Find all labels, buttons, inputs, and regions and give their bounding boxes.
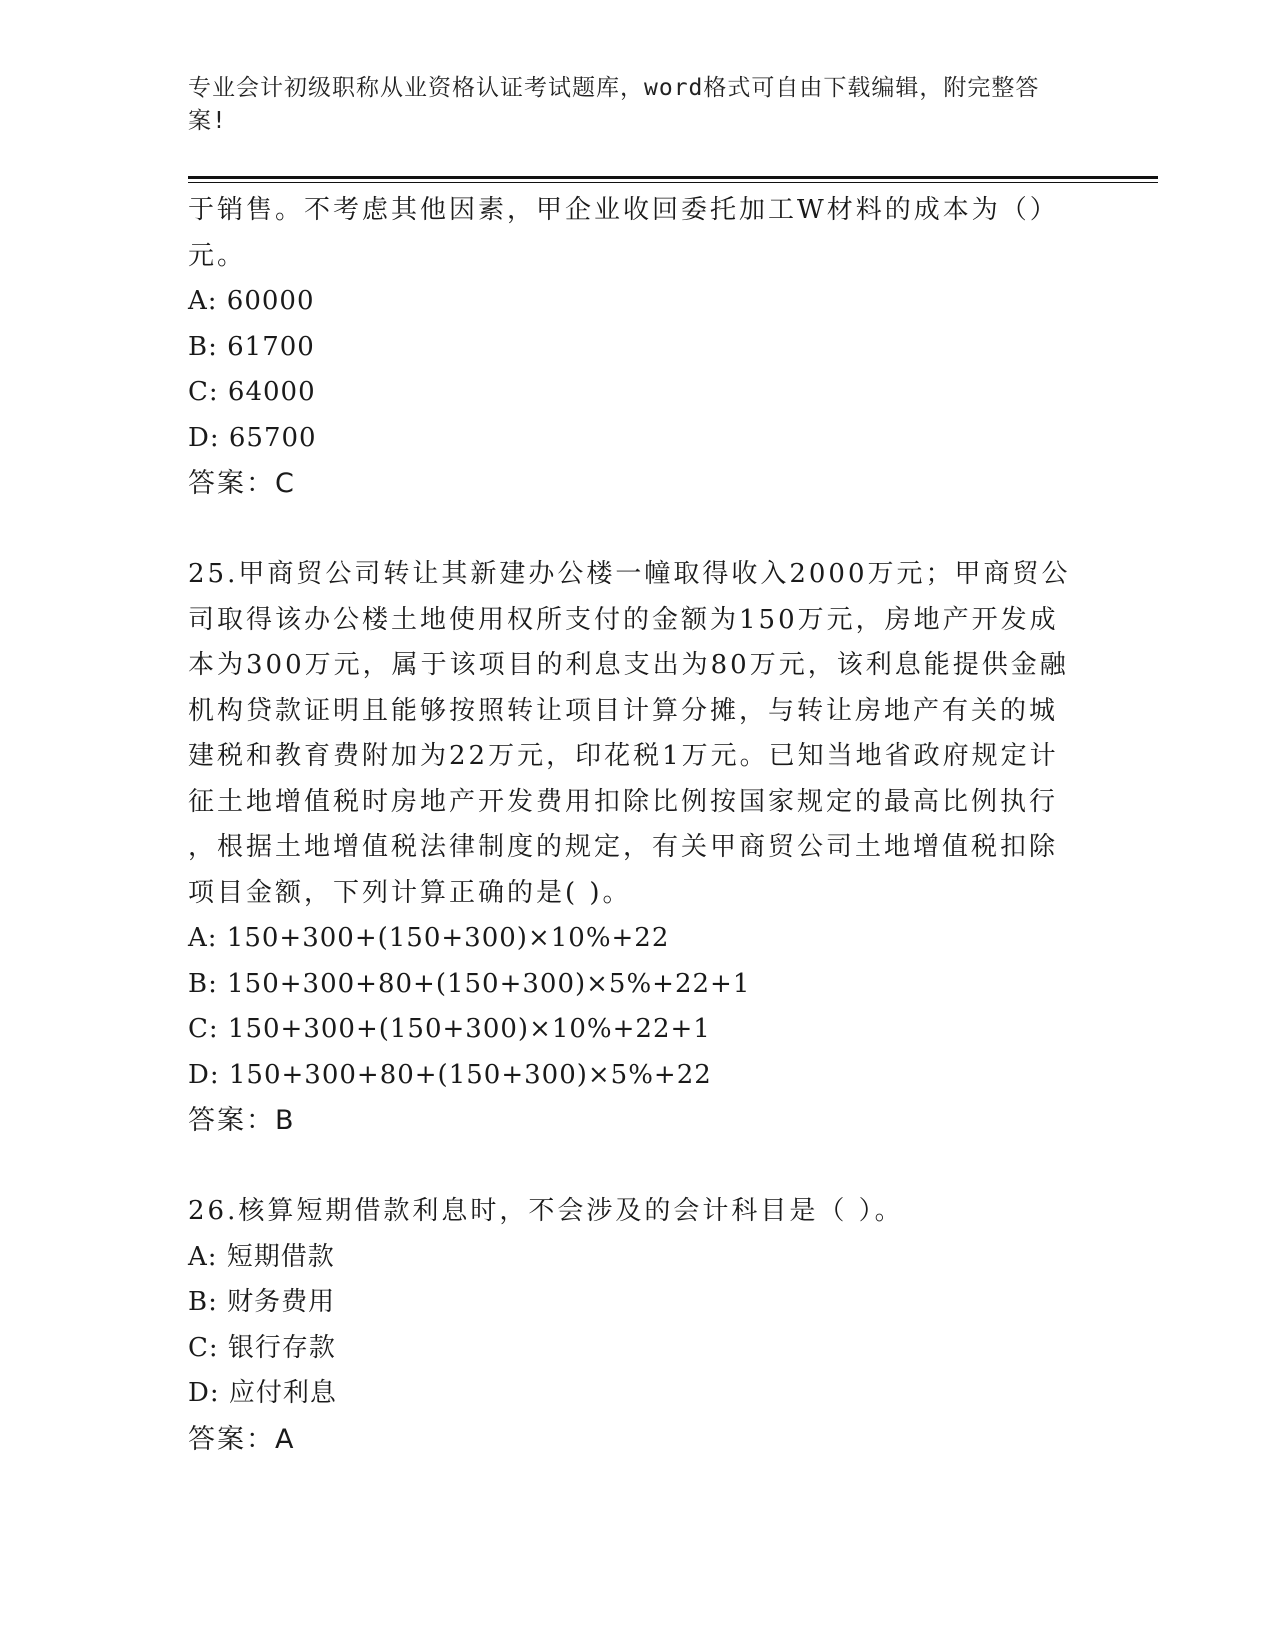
question-24 [188, 188, 1088, 506]
spacer [188, 506, 1088, 552]
question-text-line: 元。 [188, 240, 247, 271]
question-text-line: 25.甲商贸公司转让其新建办公楼一幢取得收入2000万元；甲商贸公 [188, 559, 1071, 589]
option-a: A: 60000 [188, 286, 315, 316]
question-25-text [188, 552, 1088, 916]
question-text-line: 机构贷款证明且能够按照转让项目计算分摊，与转让房地产有关的城 [188, 695, 1059, 726]
answer-label: 答案：B [188, 1105, 296, 1136]
spacer [188, 1143, 1088, 1189]
page-header [188, 72, 1068, 138]
option-d: D: 应付利息 [188, 1378, 337, 1408]
page-content [188, 188, 1088, 1462]
option-c: C: 64000 [188, 377, 316, 407]
option-b: B: 150+300+80+(150+300)×5%+22+1 [188, 968, 751, 999]
option-a: A: 短期借款 [188, 1241, 335, 1272]
question-text-line: 于销售。不考虑其他因素，甲企业收回委托加工W材料的成本为（） [188, 195, 1059, 225]
header-line-2: 案! [188, 108, 227, 134]
question-26-text [188, 1189, 1088, 1235]
header-line-1: 专业会计初级职称从业资格认证考试题库，word格式可自由下载编辑，附完整答 [188, 75, 1040, 101]
header-divider-thick [188, 176, 1158, 179]
option-b: B: 财务费用 [188, 1287, 336, 1317]
option-c: C: 150+300+(150+300)×10%+22+1 [188, 1014, 711, 1044]
question-text-line: 本为300万元，属于该项目的利息支出为80万元，该利息能提供金融 [188, 650, 1069, 680]
option-d: D: 150+300+80+(150+300)×5%+22 [188, 1059, 712, 1090]
option-c: C: 银行存款 [188, 1332, 336, 1363]
header-divider-thin [188, 182, 1158, 183]
question-25 [188, 552, 1088, 1143]
question-text-line: ，根据土地增值税法律制度的规定，有关甲商贸公司土地增值税扣除 [188, 832, 1059, 862]
question-24-text [188, 188, 1088, 279]
question-text-line: 征土地增值税时房地产开发费用扣除比例按国家规定的最高比例执行 [188, 786, 1059, 817]
question-text-line: 项目金额，下列计算正确的是( )。 [188, 877, 632, 908]
option-a: A: 150+300+(150+300)×10%+22 [188, 923, 670, 953]
option-b: B: 61700 [188, 331, 315, 362]
question-text-line: 司取得该办公楼土地使用权所支付的金额为150万元，房地产开发成 [188, 604, 1059, 635]
question-26 [188, 1189, 1088, 1462]
question-text-line: 建税和教育费附加为22万元，印花税1万元。已知当地省政府规定计 [188, 741, 1059, 771]
option-d: D: 65700 [188, 422, 317, 453]
answer-label: 答案：A [188, 1423, 296, 1455]
answer-label: 答案：C [188, 468, 296, 499]
question-text-line: 26.核算短期借款利息时，不会涉及的会计科目是（ ）。 [188, 1196, 904, 1226]
